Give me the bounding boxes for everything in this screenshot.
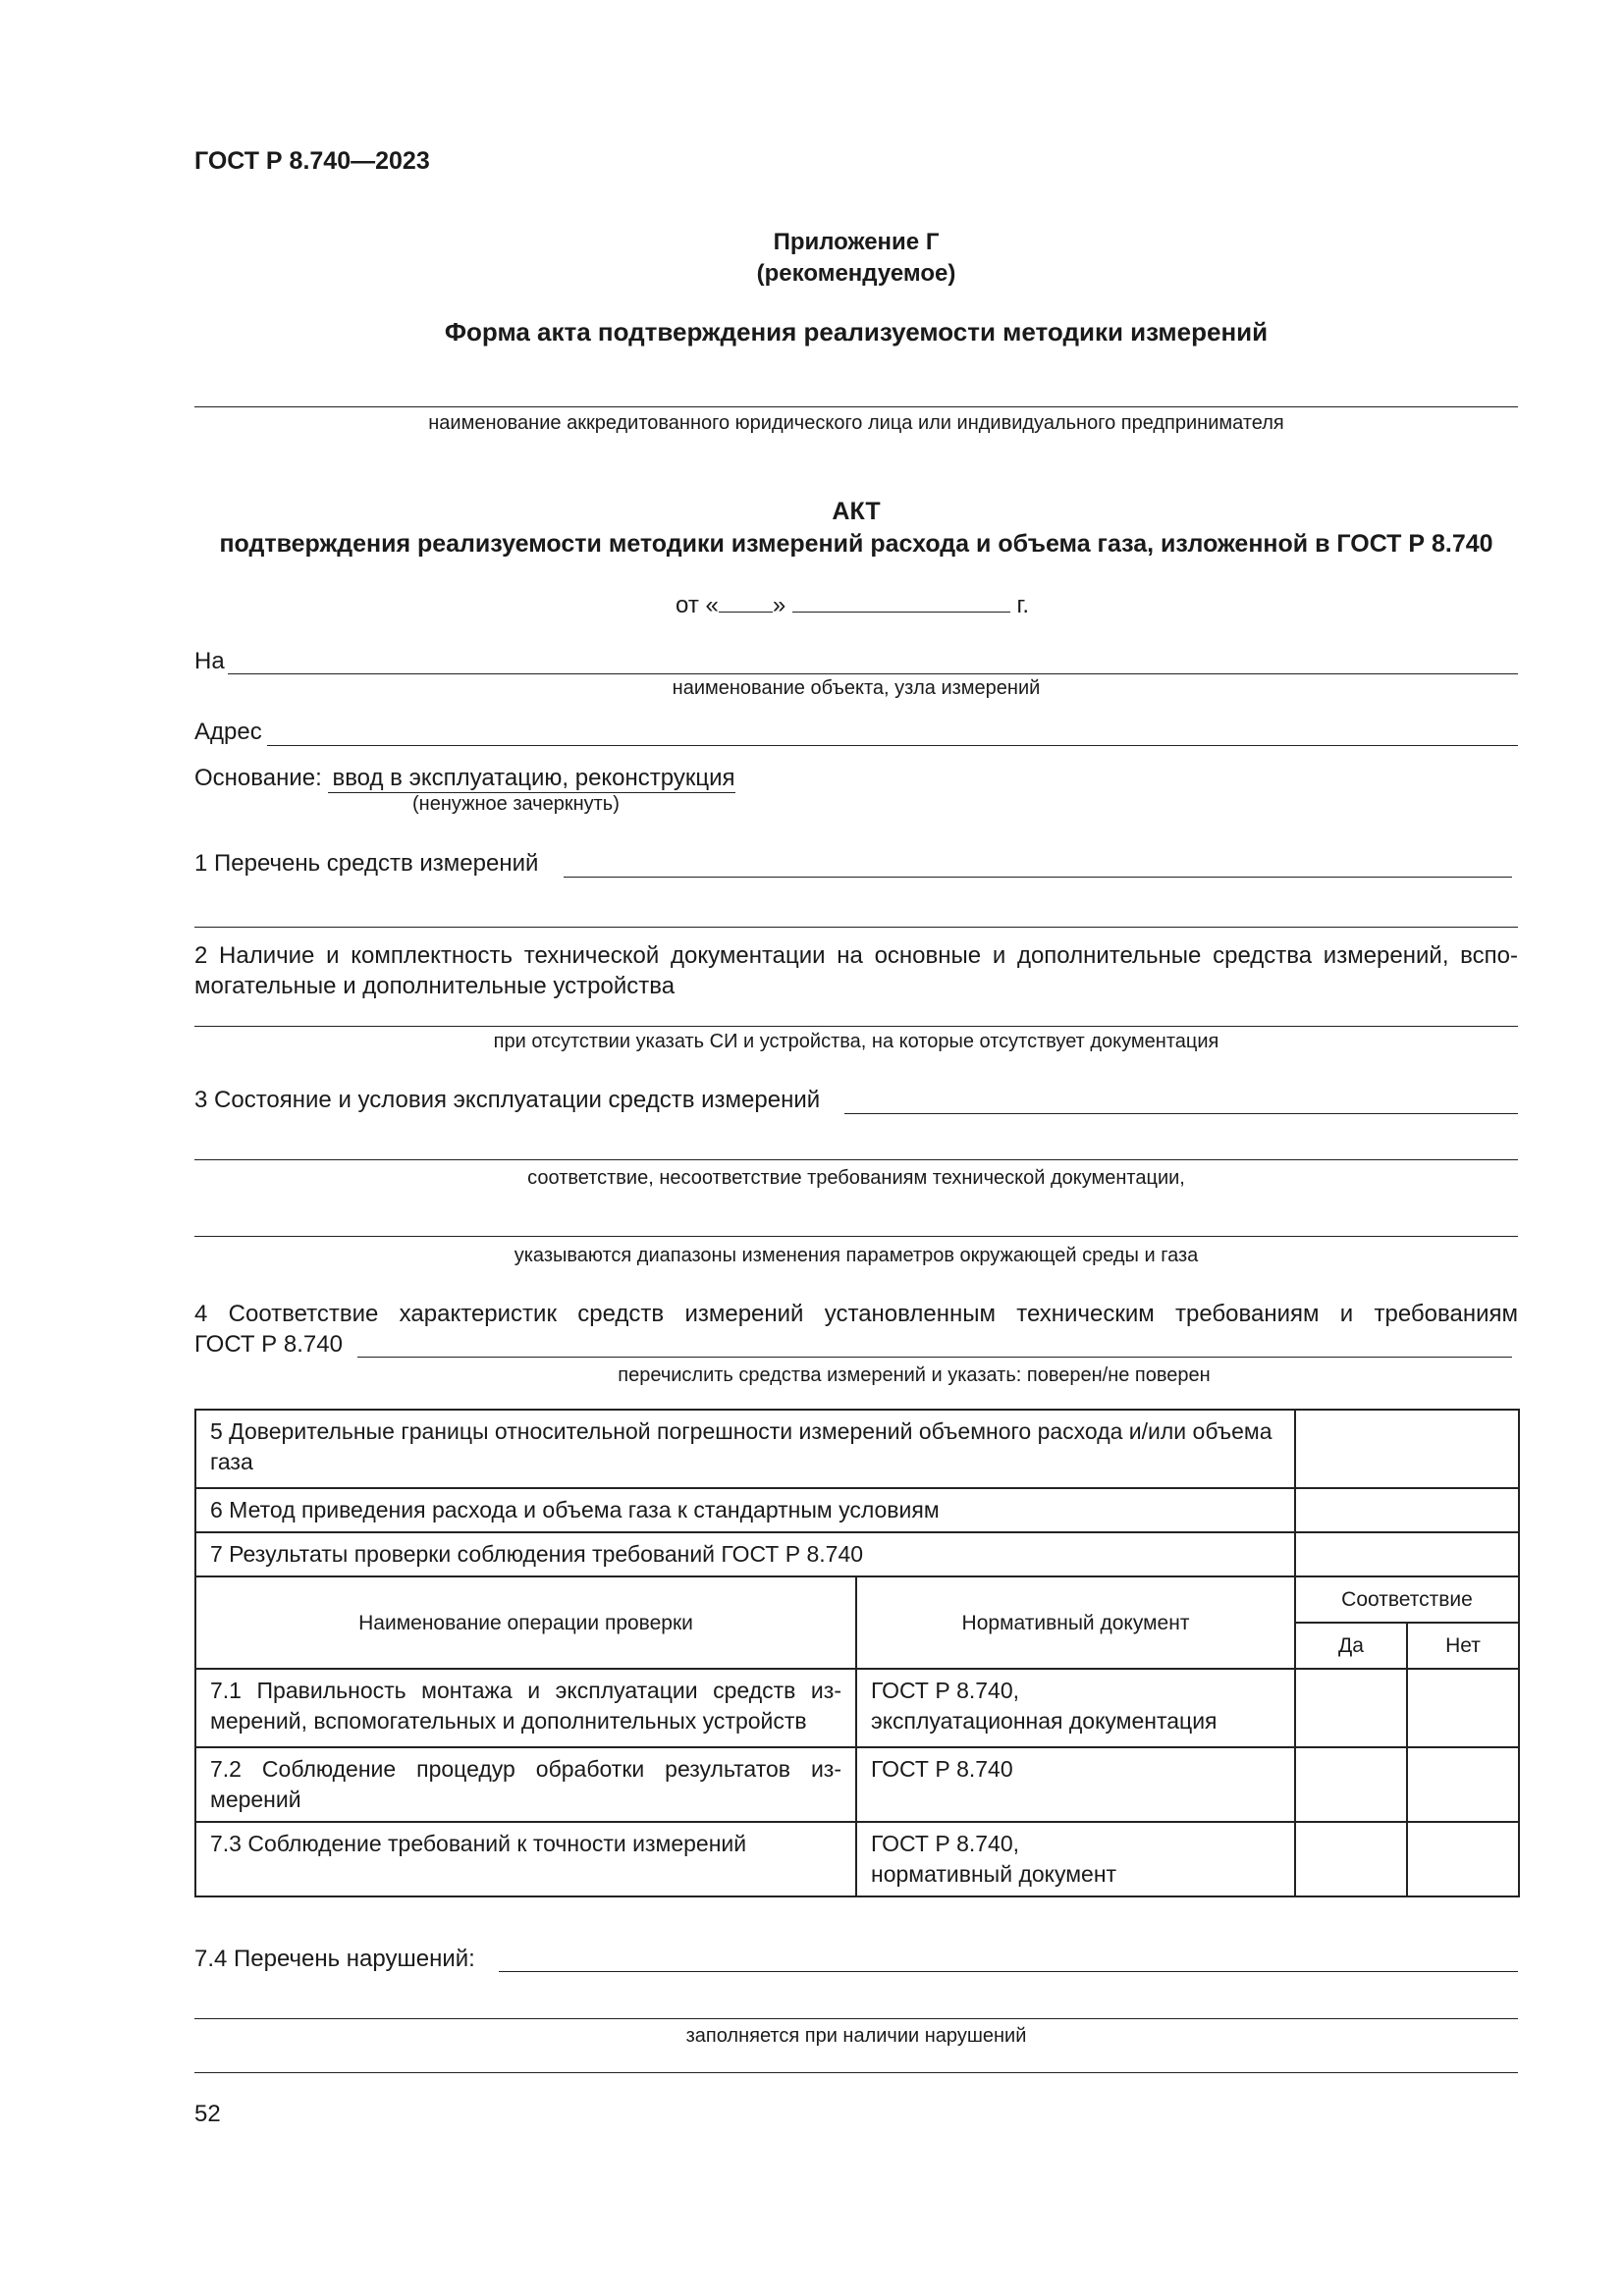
date-suffix: г. — [1016, 592, 1030, 618]
table-row — [195, 1488, 1519, 1532]
col-compliance-header: Соответствие — [1295, 1576, 1519, 1623]
appendix-title: Приложение Г — [773, 229, 940, 255]
date-month-year-field[interactable] — [792, 590, 1010, 613]
doc-7-2 — [856, 1747, 1295, 1822]
doc-7-1 — [856, 1669, 1295, 1747]
no-cell-7-1[interactable] — [1407, 1669, 1519, 1747]
item-1-field[interactable] — [564, 877, 1512, 878]
doc-7-3 — [856, 1822, 1295, 1896]
org-caption: наименование аккредитованного юридического лица или индивидуального предпринимателя — [428, 412, 1284, 434]
item-1-label: 1 Перечень средств измерений — [194, 850, 539, 877]
doc-7-3-line-1: ГОСТ Р 8.740, — [871, 1831, 1020, 1856]
na-label: На — [194, 648, 225, 674]
op-7-2: 7.2 Соблюдение процедур обработки результатов из-мерений — [195, 1747, 856, 1822]
doc-7-1-line-1: ГОСТ Р 8.740, — [871, 1678, 1020, 1703]
yes-cell-7-2[interactable] — [1295, 1747, 1407, 1822]
address-field[interactable] — [267, 745, 1518, 746]
table-row — [195, 1532, 1519, 1576]
col-operation-header: Наименование операции проверки — [195, 1576, 856, 1669]
table-row — [195, 1747, 1519, 1822]
form-title: Форма акта подтверждения реализуемости методики измерений — [444, 317, 1269, 347]
op-7-1: 7.1 Правильность монтажа и эксплуатации средств из-мерений, вспомогательных и дополнительных устройств — [195, 1669, 856, 1747]
violations-field[interactable] — [499, 1971, 1518, 1972]
item-3-caption-1: соответствие, несоответствие требованиям технической документации, — [527, 1167, 1185, 1189]
item-3-caption-2: указываются диапазоны изменения параметров окружающей среды и газа — [514, 1245, 1199, 1266]
date-day-field[interactable] — [719, 590, 773, 613]
row-5-value[interactable] — [1295, 1410, 1519, 1488]
item-3-label: 3 Состояние и условия эксплуатации средств измерений — [194, 1087, 821, 1113]
basis-row — [194, 765, 735, 793]
col-yes-header: Да — [1295, 1623, 1407, 1669]
item-3-field-3[interactable] — [194, 1236, 1518, 1237]
item-3-field[interactable] — [844, 1113, 1518, 1114]
row-7-value[interactable] — [1295, 1532, 1519, 1576]
item-3-field-2[interactable] — [194, 1159, 1518, 1160]
yes-cell-7-3[interactable] — [1295, 1822, 1407, 1896]
doc-7-3-line-2: нормативный документ — [871, 1861, 1117, 1887]
item-4-line-1: 4 Соответствие характеристик средств измерений установленным техническим требованиям и требованиям — [194, 1301, 1518, 1327]
item-4-field[interactable] — [357, 1357, 1512, 1358]
table-row — [195, 1410, 1519, 1488]
na-caption: наименование объекта, узла измерений — [672, 677, 1041, 699]
act-subtitle: подтверждения реализуемости методики измерений расхода и объема газа, изложенной в ГОСТ Р 8.740 — [219, 530, 1493, 558]
row-6-value[interactable] — [1295, 1488, 1519, 1532]
item-4-line-2: ГОСТ Р 8.740 — [194, 1331, 343, 1358]
table-row — [195, 1669, 1519, 1747]
item-4-caption: перечислить средства измерений и указать: поверен/не поверен — [618, 1364, 1211, 1386]
appendix-heading — [194, 227, 1518, 290]
table-row — [195, 1822, 1519, 1896]
document-code: ГОСТ Р 8.740—2023 — [194, 147, 430, 175]
item-2-caption: при отсутствии указать СИ и устройства, на которые отсутствует документация — [493, 1031, 1219, 1052]
violations-field-2[interactable] — [194, 2018, 1518, 2019]
basis-caption: (ненужное зачеркнуть) — [412, 793, 620, 815]
act-heading — [194, 496, 1518, 561]
op-7-3: 7.3 Соблюдение требований к точности измерений — [195, 1822, 856, 1896]
no-cell-7-3[interactable] — [1407, 1822, 1519, 1896]
no-cell-7-2[interactable] — [1407, 1747, 1519, 1822]
date-prefix: от « — [676, 592, 719, 618]
date-mid: » — [772, 592, 786, 618]
violations-caption: заполняется при наличии нарушений — [685, 2025, 1027, 2047]
address-label: Адрес — [194, 719, 262, 745]
act-title: АКТ — [832, 498, 881, 525]
org-name-line[interactable] — [194, 406, 1518, 407]
row-6-text: 6 Метод приведения расхода и объема газа к стандартным условиям — [195, 1488, 1295, 1532]
yes-cell-7-1[interactable] — [1295, 1669, 1407, 1747]
doc-7-2-line-1: ГОСТ Р 8.740 — [871, 1756, 1013, 1782]
basis-label: Основание: — [194, 765, 322, 791]
act-date — [676, 590, 1029, 619]
doc-7-1-line-2: эксплуатационная документация — [871, 1708, 1218, 1734]
row-5-text: 5 Доверительные границы относительной погрешности измерений объемного расхода и/или объема газа — [195, 1410, 1295, 1488]
item-2-label: 2 Наличие и комплектность технической документации на основные и дополнительные средства измерений, вспо-могательные и дополнительные устройства — [194, 942, 1518, 999]
table-header-row — [195, 1576, 1519, 1623]
col-no-header: Нет — [1407, 1623, 1519, 1669]
basis-value: ввод в эксплуатацию, реконструкция — [328, 765, 734, 793]
row-7-text: 7 Результаты проверки соблюдения требований ГОСТ Р 8.740 — [195, 1532, 1295, 1576]
violations-label: 7.4 Перечень нарушений: — [194, 1946, 475, 1972]
col-document-header: Нормативный документ — [856, 1576, 1295, 1669]
appendix-status: (рекомендуемое) — [756, 260, 956, 287]
violations-field-3[interactable] — [194, 2072, 1518, 2073]
page-number: 52 — [194, 2101, 221, 2127]
results-table — [194, 1409, 1520, 1897]
item-2-field[interactable] — [194, 1026, 1518, 1027]
item-1-field-2[interactable] — [194, 927, 1518, 928]
na-field[interactable] — [228, 673, 1518, 674]
